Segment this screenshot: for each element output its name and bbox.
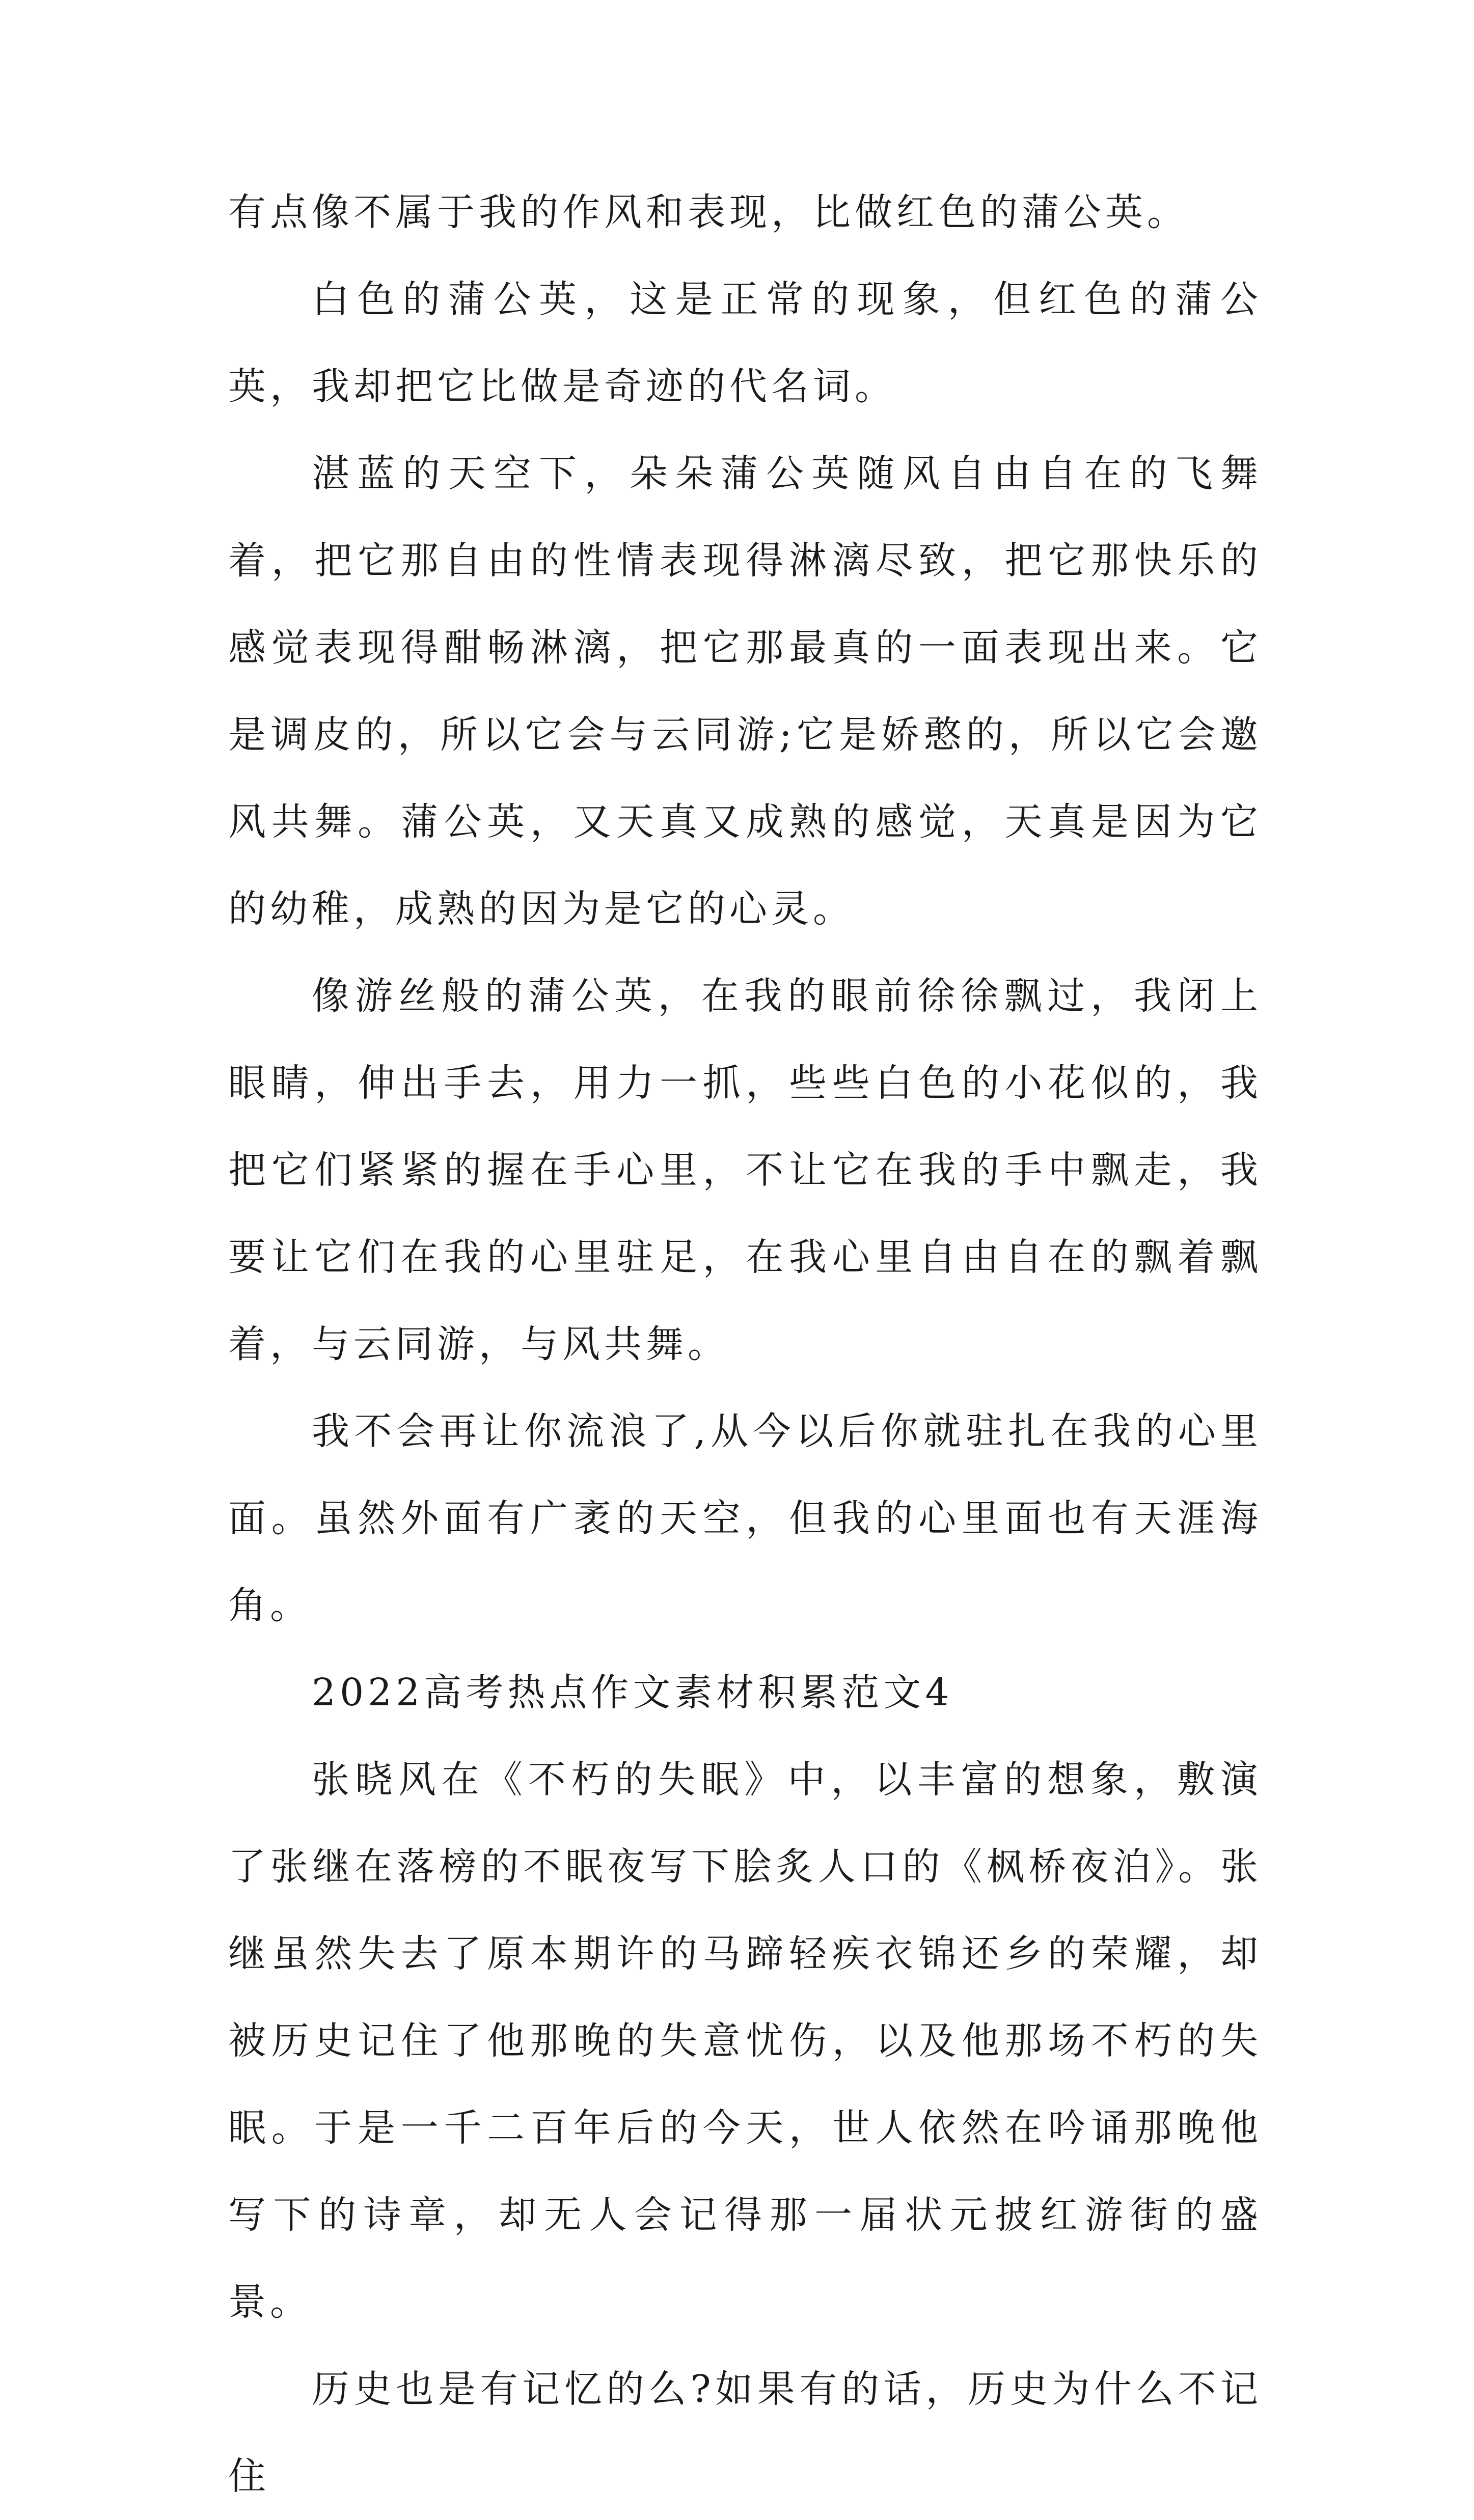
paragraph-blue-sky: 湛蓝的天空下，朵朵蒲公英随风自由自在的飞舞着，把它那自由的性情表现得淋漓尽致，把它那快乐的感觉表现得酣畅淋漓，把它那最真的一面表现出来。它是调皮的，所以它会与云同游;它是娇憨的，所以它会邀风共舞。蒲公英，又天真又成熟的感觉，天真是因为它的幼稚，成熟的因为是它的心灵。 [228,452,1262,931]
paragraph-white-red-dandelion: 白色的蒲公英，这是正常的现象，但红色的蒲公英，我却把它比做是奇迹的代名词。 [228,278,1262,408]
paragraph-gossamer-dandelion: 像游丝般的蒲公英，在我的眼前徐徐飘过，我闭上眼睛，伸出手去，用力一抓，些些白色的小花似的，我把它们紧紧的握在手心里，不让它在我的手中飘走，我要让它们在我的心里驻足，在我心里自由自在的飘着飘着，与云同游，与风共舞。 [228,974,1262,1366]
section-heading: 2022高考热点作文素材积累范文4 [312,1671,953,1714]
paragraph-continuation: 有点像不属于我的作风和表现，比做红色的蒲公英。 [228,190,1189,234]
paragraph-history-memory: 历史也是有记忆的么?如果有的话，历史为什么不记住 [228,2367,1262,2498]
document-body [228,169,1262,2520]
paragraph-no-more-wandering: 我不会再让你流浪了,从今以后你就驻扎在我的心里面。虽然外面有广袤的天空，但我的心里面也有天涯海角。 [228,1409,1262,1627]
paragraph-zhang-xiaofeng: 张晓风在《不朽的失眠》中，以丰富的想象，敷演了张继在落榜的不眠夜写下脍炙人口的《枫桥夜泊》。张继虽然失去了原本期许的马蹄轻疾衣锦还乡的荣耀，却被历史记住了他那晚的失意忧伤，以及他那场不朽的失眠。于是一千二百年后的今天，世人依然在吟诵那晚他写下的诗章，却无人会记得那一届状元披红游街的盛景。 [228,1758,1262,2324]
